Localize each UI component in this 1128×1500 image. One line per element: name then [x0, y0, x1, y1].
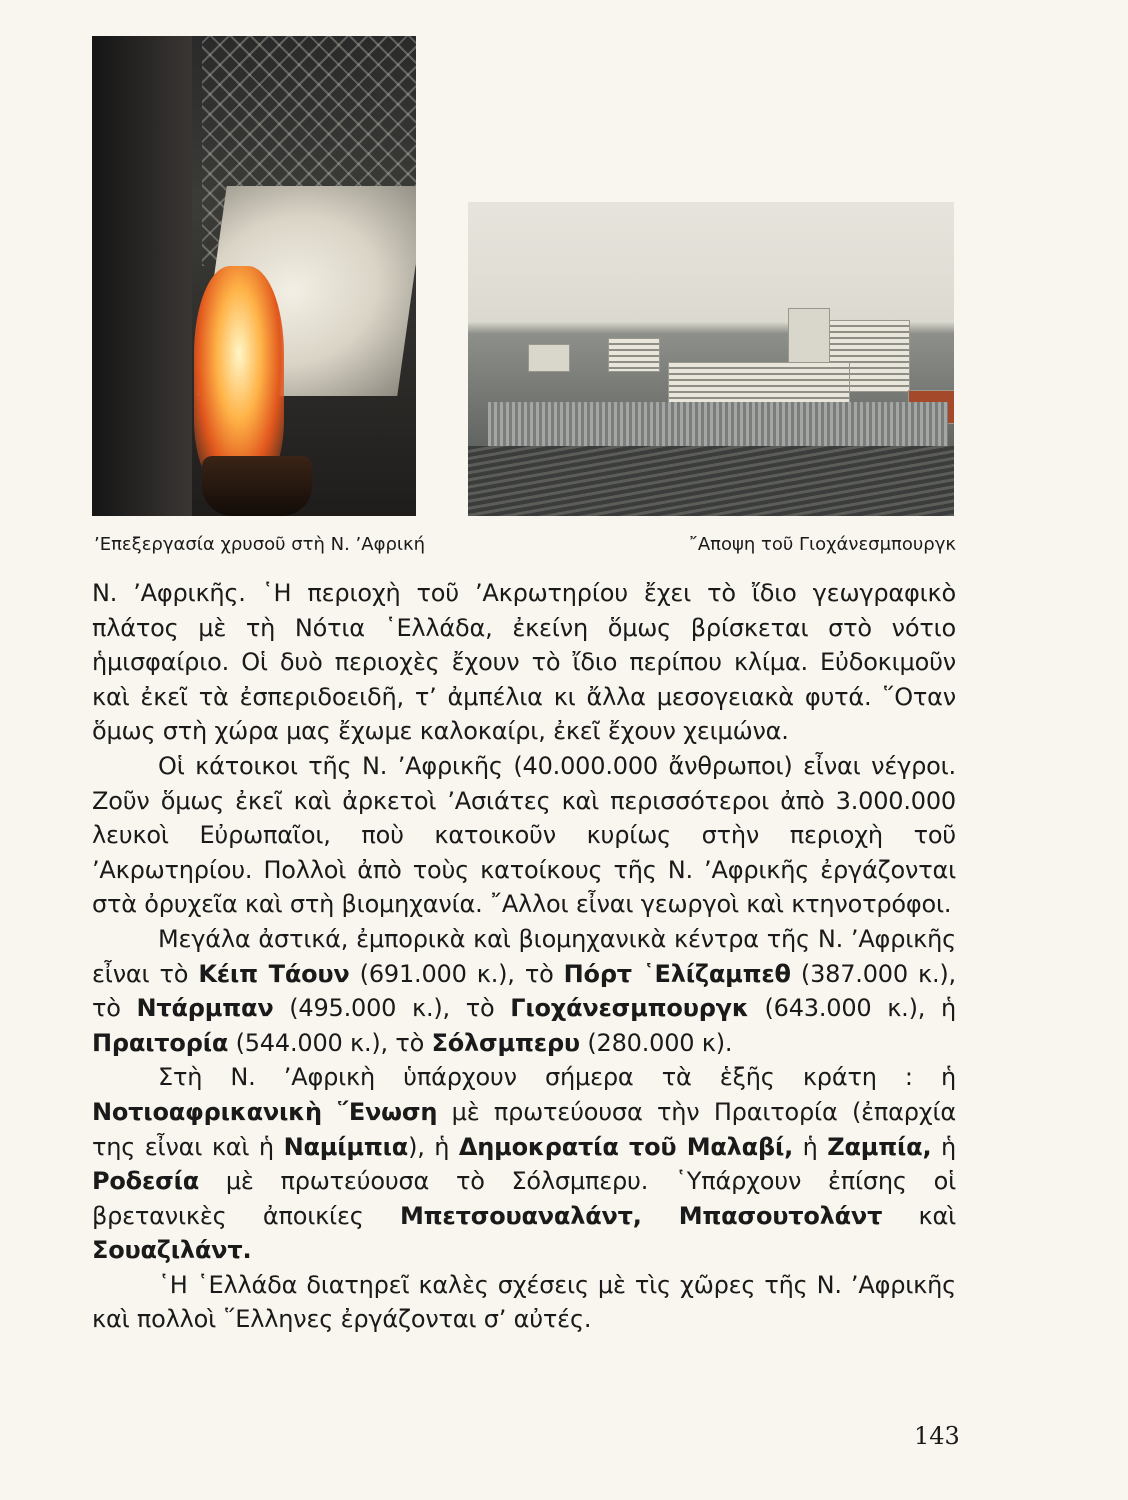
state-zambia: Ζαμπία, — [827, 1132, 932, 1161]
photo-shadow — [92, 36, 192, 516]
city-cape-town: Κέιπ Τάουν — [198, 959, 350, 988]
state-malawi: Δημοκρατία τοῦ Μαλαβί, — [458, 1132, 794, 1161]
building — [788, 308, 830, 370]
text-span: Στὴ Ν. ’Αφρικὴ ὑπάρχουν σήμερα τὰ ἑξῆς κράτη : ἡ — [158, 1063, 956, 1092]
text-span: ἡ — [931, 1132, 957, 1161]
railway-tracks — [468, 446, 954, 516]
text-span: (643.000 κ.), ἡ — [748, 994, 956, 1023]
city-port-elizabeth: Πόρτ ῾Ελίζαμπεθ — [563, 959, 791, 988]
page-number: 143 — [914, 1422, 960, 1450]
left-photo-caption: ’Επεξεργασία χρυσοῦ στὴ Ν. ’Αφρική — [94, 534, 425, 555]
text-span: καὶ — [882, 1201, 957, 1230]
city-salisbury: Σόλσμπερυ — [431, 1028, 580, 1057]
text-span: (691.000 κ.), τὸ — [349, 959, 564, 988]
city-pretoria: Πραιτορία — [92, 1028, 229, 1057]
colonies-bechuanaland-basutoland: Μπετσουαναλάντ, Μπασουτολάντ — [399, 1201, 883, 1230]
text-span: (544.000 κ.), τὸ — [228, 1028, 432, 1057]
building — [608, 338, 660, 372]
johannesburg-photo — [468, 202, 954, 516]
text-span: (387.000 κ.), τὸ — [92, 959, 956, 1023]
molten-gold-pour — [194, 266, 284, 486]
city-johannesburg: Γιοχάνεσμπουργκ — [510, 994, 749, 1023]
paragraph-1: Ν. ’Αφρικῆς. ῾Η περιοχὴ τοῦ ’Ακρωτηρίου ἔχει τὸ ἴδιο γεωγραφικὸ πλάτος μὲ τὴ Νότια ῾Ελλάδα, ἐκείνη ὅμως βρίσκεται στὸ νότιο ἡμισφαίριο. Οἱ δυὸ περιοχὲς ἔχουν τὸ ἴδιο περίπου κλίμα. Εὐδοκιμοῦν καὶ ἐκεῖ τὰ ἐσπεριδοειδῆ, τ’ ἀμπέλια κι ἄλλα μεσογειακὰ φυτά. ῞Οταν ὅμως στὴ χώρα μας ἔχωμε καλοκαίρι, ἐκεῖ ἔχουν χειμώνα. — [92, 579, 956, 746]
paragraph-3 — [92, 922, 956, 1060]
text-span: μὲ πρωτεύουσα τὸ Σόλσμπερυ. ῾Υπάρχουν ἐπίσης οἱ βρετανικὲς ἀποικίες — [92, 1167, 956, 1230]
body-text — [92, 576, 956, 1337]
text-span: Μεγάλα ἀστικά, ἐμπορικὰ καὶ βιομηχανικὰ κέντρα τῆς Ν. ’Αφρικῆς εἶναι τὸ — [92, 924, 956, 988]
paragraph-2: Οἱ κάτοικοι τῆς Ν. ’Αφρικῆς (40.000.000 ἄνθρωποι) εἶναι νέγροι. Ζοῦν ὅμως ἐκεῖ καὶ ἀρκετοὶ ’Ασιάτες καὶ περισσότεροι ἀπὸ 3.000.000 λευκοὶ Εὐρωπαῖοι, ποὺ κατοικοῦν κυρίως στὴν περιοχὴ τοῦ ’Ακρωτηρίου. Πολλοὶ ἀπὸ τοὺς κατοίκους τῆς Ν. ’Αφρικῆς ἐργάζονται στὰ ὀρυχεῖα καὶ στὴ βιομηχανία. ῎Αλλοι εἶναι γεωργοὶ καὶ κτηνοτρόφοι. — [92, 751, 956, 919]
crucible — [202, 456, 312, 516]
gold-processing-photo — [92, 36, 416, 516]
paragraph-5: ῾Η ῾Ελλάδα διατηρεῖ καλὲς σχέσεις μὲ τὶς χῶρες τῆς Ν. ’Αφρικῆς καὶ πολλοὶ ῞Ελληνες ἐργάζονται σ’ αὐτές. — [92, 1270, 956, 1334]
text-span: ἡ — [793, 1132, 828, 1161]
state-south-africa: Νοτιοαφρικανικὴ ῞Ενωση — [92, 1097, 438, 1126]
parking-lot — [488, 402, 948, 452]
text-span: ), ἡ — [408, 1132, 459, 1161]
paragraph-4 — [92, 1060, 956, 1268]
colony-swaziland: Σουαζιλάντ. — [92, 1236, 252, 1265]
text-span: μὲ πρωτεύουσα τὴν Πραιτορία (ἐπαρχία της εἶναι καὶ ἡ — [92, 1097, 957, 1161]
text-span: (280.000 κ). — [579, 1028, 733, 1057]
text-span: (495.000 κ.), τὸ — [273, 994, 511, 1023]
state-rhodesia: Ροδεσία — [92, 1167, 200, 1196]
city-durban: Ντάρμπαν — [136, 994, 274, 1023]
building — [528, 344, 570, 372]
right-photo-caption: ῎Αποψη τοῦ Γιοχάνεσμπουργκ — [688, 534, 956, 555]
state-namibia: Ναμίμπια — [283, 1132, 409, 1161]
